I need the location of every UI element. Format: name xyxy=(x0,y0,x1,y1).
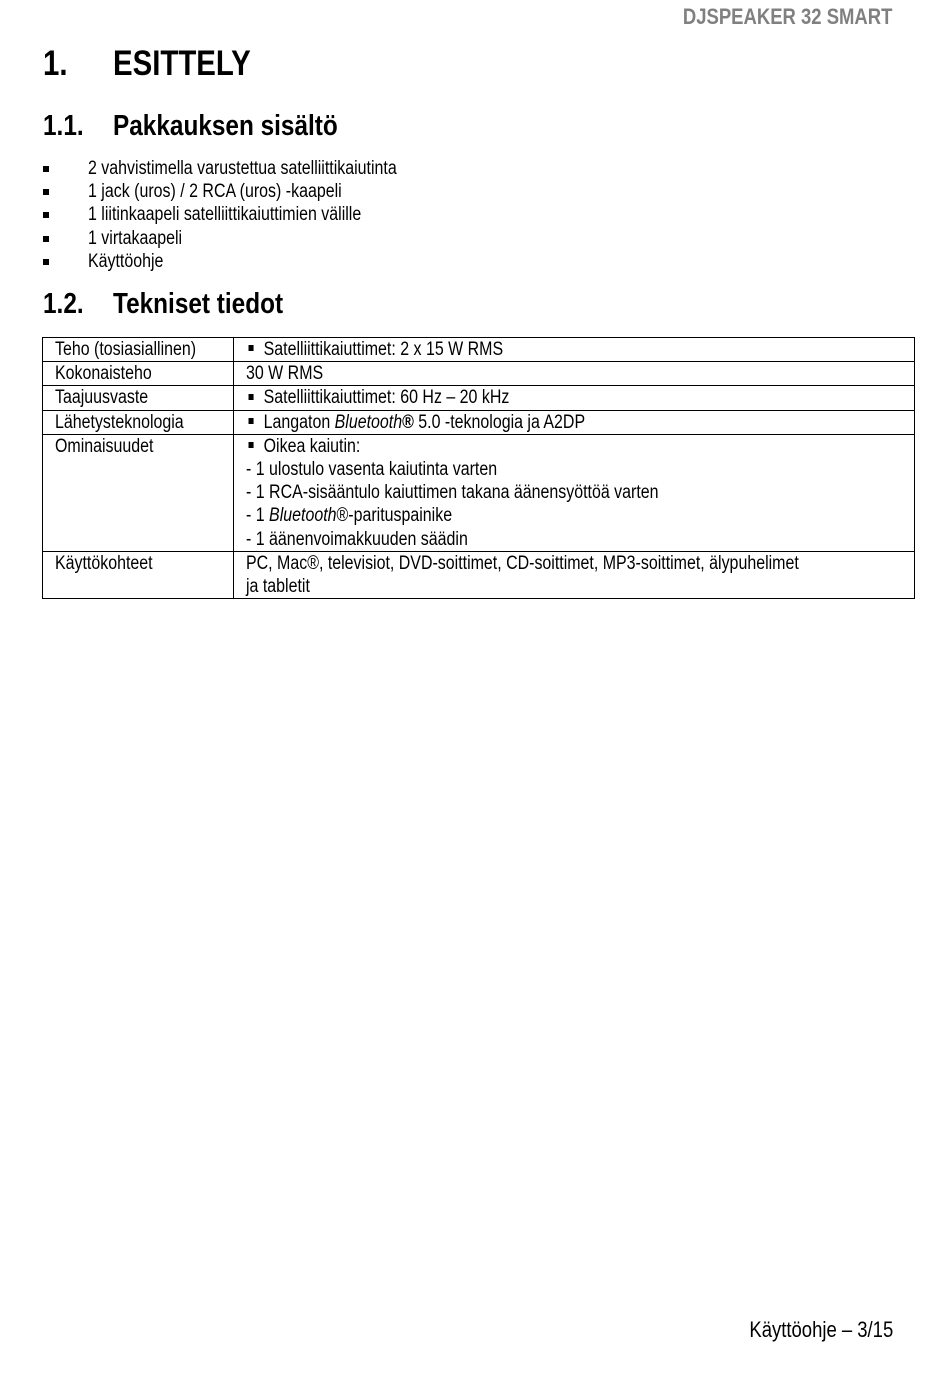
spec-label: Lähetysteknologia xyxy=(43,410,234,434)
contents-number: 1.1. xyxy=(43,110,84,142)
section-number: 1. xyxy=(43,44,68,83)
spec-value: Satelliittikaiuttimet: 2 x 15 W RMS xyxy=(233,338,914,362)
table-row xyxy=(43,338,915,362)
bullet-icon xyxy=(43,212,49,218)
spec-value: 30 W RMS xyxy=(233,362,914,386)
bullet-icon xyxy=(248,394,253,400)
table-row xyxy=(43,386,915,410)
spec-label: Kokonaisteho xyxy=(43,362,234,386)
footer-page-number: Käyttöohje – 3/15 xyxy=(749,1317,893,1342)
specs-title: Tekniset tiedot xyxy=(113,288,284,320)
spec-label: Taajuusvaste xyxy=(43,386,234,410)
bullet-icon xyxy=(43,259,49,265)
bullet-icon xyxy=(43,166,49,172)
spec-value: Langaton Bluetooth® 5.0 -teknologia ja A2DP xyxy=(233,410,914,434)
spec-value: Oikea kaiutin: - 1 ulostulo vasenta kaiutinta varten - 1 RCA-sisääntulo kaiuttimen takana äänensyöttöä varten - 1 Bluetooth®-parituspainike - 1 äänenvoimakkuuden säädin xyxy=(233,434,914,551)
section-title: ESITTELY xyxy=(113,44,251,83)
contents-title: Pakkauksen sisältö xyxy=(113,110,338,142)
spec-label: Teho (tosiasiallinen) xyxy=(43,338,234,362)
spec-label: Ominaisuudet xyxy=(43,434,234,551)
specs-table xyxy=(42,337,915,599)
bullet-icon xyxy=(43,236,49,242)
table-row xyxy=(43,410,915,434)
spec-value: PC, Mac®, televisiot, DVD-soittimet, CD-soittimet, MP3-soittimet, älypuhelimet ja tabletit xyxy=(233,551,914,598)
spec-value: Satelliittikaiuttimet: 60 Hz – 20 kHz xyxy=(233,386,914,410)
specs-number: 1.2. xyxy=(43,288,84,320)
bullet-icon xyxy=(248,418,253,424)
table-row xyxy=(43,551,915,598)
table-row xyxy=(43,434,915,551)
table-row xyxy=(43,362,915,386)
spec-label: Käyttökohteet xyxy=(43,551,234,598)
bullet-icon xyxy=(248,345,253,351)
header-product-name: DJSPEAKER 32 SMART xyxy=(682,4,892,29)
bullet-icon xyxy=(43,189,49,195)
bullet-icon xyxy=(248,442,253,448)
